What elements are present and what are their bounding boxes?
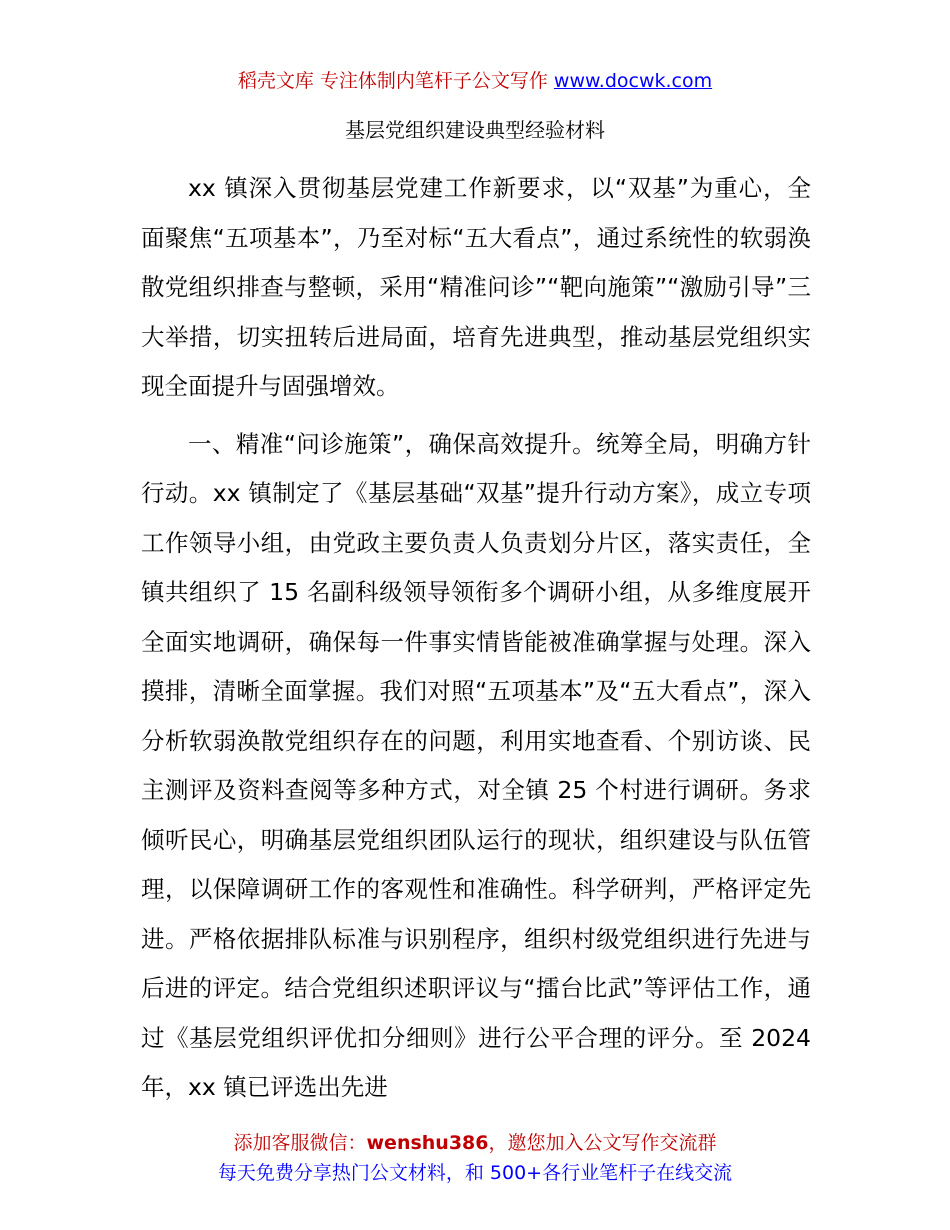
paragraph-intro: xx 镇深入贯彻基层党建工作新要求，以“双基”为重心，全面聚焦“五项基本”，乃至对标“五大看点”，通过系统性的软弱涣散党组织排查与整顿，采用“精准问诊”“靶向施策”“激励引导”三大举措，切实扭转后进局面，培育先进典型，推动基层党组织实现全面提升与固强增效。: [141, 174, 811, 400]
page-header: [0, 66, 950, 96]
paragraph-section-one: 一、精准“问诊施策”，确保高效提升。统筹全局，明确方针行动。xx 镇制定了《基层基础“双基”提升行动方案》，成立专项工作领导小组，由党政主要负责人负责划分片区，落实责任，全镇共组织了 15 名副科级领导领衔多个调研小组，从多维度展开全面实地调研，确保每一件事实情皆能被准确掌握与处理。深入摸排，清晰全面掌握。我们对照“五项基本”及“五大看点”，深入分析软弱涣散党组织存在的问题，利用实地查看、个别访谈、民主测评及资料查阅等多种方式，对全镇 25 个村进行调研。务求倾听民心，明确基层党组织团队运行的现状，组织建设与队伍管理，以保障调研工作的客观性和准确性。科学研判，严格评定先进。严格依据排队标准与识别程序，组织村级党组织进行先进与后进的评定。结合党组织述职评议与“擂台比武”等评估工作，通过《基层党组织评优扣分细则》进行公平合理的评分。至 2024 年，xx 镇已评选出先进: [141, 429, 811, 1101]
header-website-link[interactable]: www.docwk.com: [553, 70, 713, 92]
footer-contact-suffix: ，邀您加入公文写作交流群: [488, 1132, 717, 1154]
document-body: [141, 164, 811, 1113]
footer-wechat-id: wenshu386: [366, 1132, 489, 1154]
footer-promo-line: 每天免费分享热门公文材料，和 500+各行业笔杆子在线交流: [217, 1162, 733, 1184]
document-title: 基层党组织建设典型经验材料: [345, 118, 605, 142]
footer-contact-prefix: 添加客服微信：: [233, 1132, 367, 1154]
footer-contact-line: [0, 1128, 950, 1158]
page-footer: [0, 1128, 950, 1188]
header-brand: 稻壳文库 专注体制内笔杆子公文写作: [237, 70, 548, 92]
